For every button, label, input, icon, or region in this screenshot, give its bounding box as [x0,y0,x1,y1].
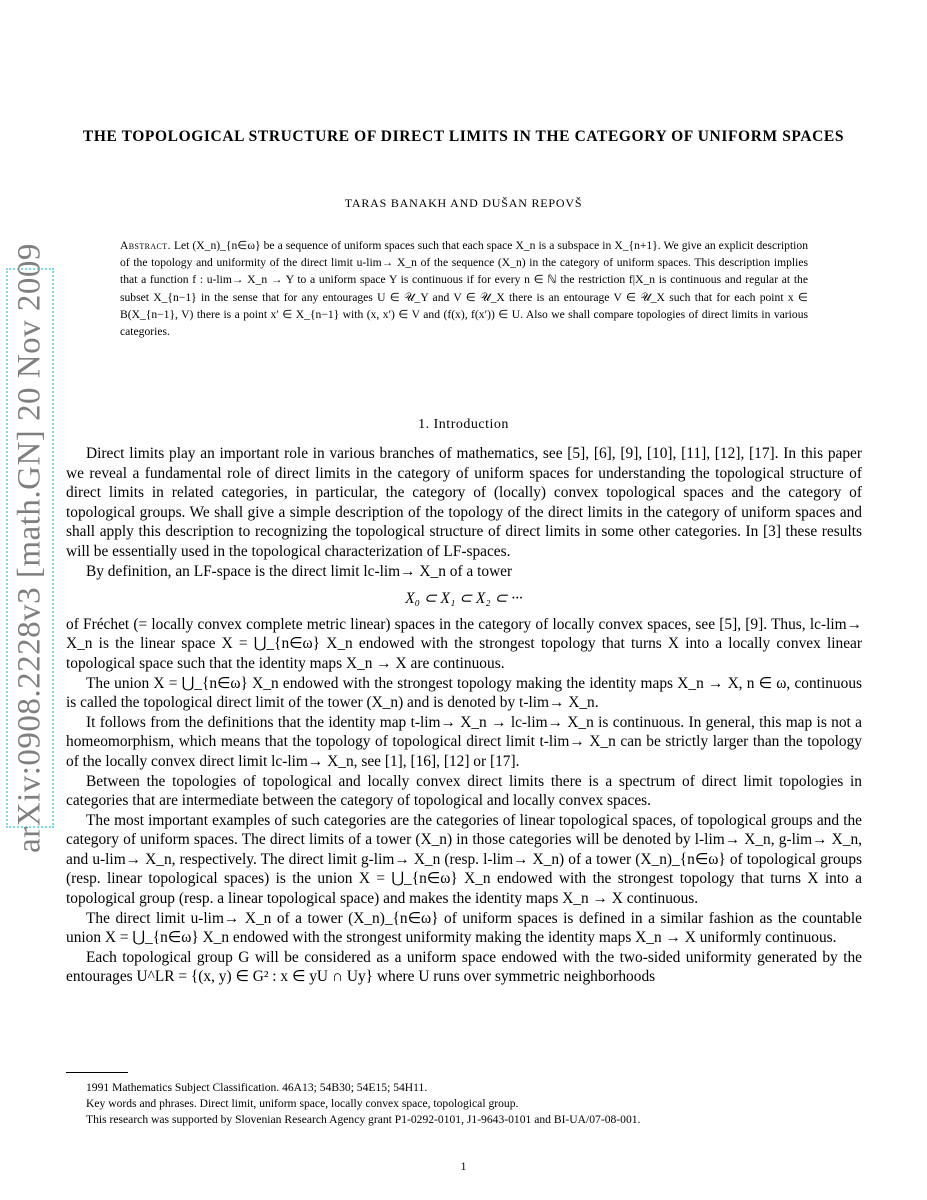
arxiv-stamp [6,243,54,853]
footnote: 1991 Mathematics Subject Classification. 46A13; 54B30; 54E15; 54H11. [86,1081,428,1094]
display-formula: X₀ ⊂ X₁ ⊂ X₂ ⊂ ··· [405,590,523,608]
arxiv-stamp-text: arXiv:0908.2228v3 [math.GN] 20 Nov 2009 [11,243,48,853]
paragraph: The most important examples of such categories are the categories of linear topological spaces, of topological groups and the category of uniform spaces. The direct limits of a tower (X_n) in those categories will be denoted by l-lim→ X_n, g-lim→ X_n, and u-lim→ X_n, respectively. The direct limit g-lim→ X_n (resp. l-lim→ X_n) of a tower (X_n)_{n∈ω} of topological groups (resp. linear topological spaces) is the union X = ⋃_{n∈ω} X_n endowed with the strongest topology that turns X into a topological group (resp. a linear topological space) and makes the identity maps X_n → X continuous. [66,811,862,908]
paragraph: The direct limit u-lim→ X_n of a tower (X_n)_{n∈ω} of uniform spaces is defined in a similar fashion as the countable union X = ⋃_{n∈ω} X_n endowed with the strongest uniformity making the identity maps X_n → X uniformly continuous. [66,909,862,947]
abstract-text: Let (X_n)_{n∈ω} be a sequence of uniform spaces such that each space X_n is a subspace in X_{n+1}. We give an explicit description of the topology and uniformity of the direct limit u-lim→ X_n of the sequence (X_n) in the category of uniform spaces. This description implies that a function f : u-lim→ X_n → Y to a uniform space Y is continuous if for every n ∈ ℕ the restriction f|X_n is continuous and regular at the subset X_{n−1} in the sense that for any entourages U ∈ 𝒰_Y and V ∈ 𝒰_X there is an entourage V ∈ 𝒰_X such that for each point x ∈ B(X_{n−1}, V) there is a point x′ ∈ X_{n−1} with (x, x′) ∈ V and (f(x), f(x′)) ∈ U. Also we shall compare topologies of direct limits in various categories. [120,239,808,339]
paragraph: By definition, an LF-space is the direct limit lc-lim→ X_n of a tower [86,562,513,580]
section-heading: 1. Introduction [418,417,509,432]
footnote: Key words and phrases. Direct limit, uniform space, locally convex space, topological group. [86,1097,519,1111]
paragraph: Direct limits play an important role in various branches of mathematics, see [5], [6], [9], [10], [11], [12], [17]. In this paper we reveal a fundamental role of direct limits in the category of uniform spaces for understanding the topological structure of direct limits in related categories, in particular, the category of (locally) convex topological spaces and the category of topological groups. We shall give a simple description of the topology of the direct limits in the category of uniform spaces and shall apply this description to recognizing the topological structure of direct limits in some other categories. In [3] these results will be essentially used in the topological characterization of LF-spaces. [66,445,862,560]
paragraph: It follows from the definitions that the identity map t-lim→ X_n → lc-lim→ X_n is continuous. In general, this map is not a homeomorphism, which means that the topology of topological direct limit t-lim→ X_n can be strictly larger than the topology of the locally convex direct limit lc-lim→ X_n, see [1], [16], [12] or [17]. [66,713,862,770]
body-text [66,444,862,987]
paragraph: of Fréchet (= locally convex complete metric linear) spaces in the category of locally convex spaces, see [5], [9]. Thus, lc-lim→ X_n is the linear space X = ⋃_{n∈ω} X_n endowed with the strongest topology that turns X into a locally convex linear topological space such that the identity maps X_n → X are continuous. [66,615,862,672]
footnote-rule [66,1072,128,1073]
paragraph: The union X = ⋃_{n∈ω} X_n endowed with the strongest topology making the identity maps X_n → X, n ∈ ω, continuous is called the topological direct limit of the tower (X_n) and is denoted by t-lim→ X_n. [66,674,862,712]
page-number: 1 [460,1160,467,1173]
paragraph: Each topological group G will be considered as a uniform space endowed with the two-sided uniformity generated by the entourages U^LR = {(x, y) ∈ G² : x ∈ yU ∩ Uy} where U runs over symmetric neighborhoods [66,948,862,986]
abstract-label: Abstract. [120,239,171,252]
footnote: This research was supported by Slovenian Research Agency grant P1-0292-0101, J1-9643-0101 and BI-UA/07-08-001. [86,1113,641,1127]
authors: TARAS BANAKH AND DUŠAN REPOVŠ [344,196,583,210]
paragraph: Between the topologies of topological and locally convex direct limits there is a spectrum of direct limit topologies in categories that are intermediate between the category of topological and locally convex spaces. [66,772,862,810]
footnotes [86,1080,846,1129]
abstract [120,237,808,340]
paper-title: THE TOPOLOGICAL STRUCTURE OF DIRECT LIMITS IN THE CATEGORY OF UNIFORM SPACES [82,128,845,145]
